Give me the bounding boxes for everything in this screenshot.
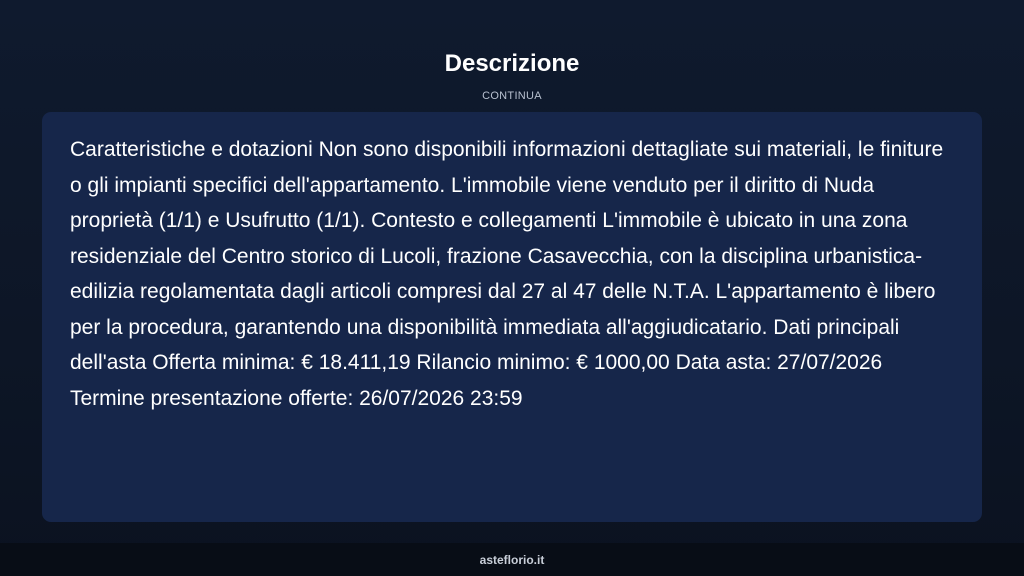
page-title: Descrizione — [444, 50, 580, 77]
continue-link[interactable]: CONTINUA — [482, 90, 542, 102]
description-card — [42, 112, 982, 522]
footer-site-name: asteflorio.it — [479, 553, 545, 567]
footer — [0, 543, 1024, 576]
description-text: Caratteristiche e dotazioni Non sono disponibili informazioni dettagliate sui materiali, le finiture o gli impianti specifici dell'appartamento. L'immobile viene venduto per il diritto di Nuda proprietà (1/1) e Usufrutto (1/1). Contesto e collegamenti L'immobile è ubicato in una zona residenziale del Centro storico di Lucoli, frazione Casavecchia, con la disciplina urbanistica-edilizia regolamentata dagli articoli compresi dal 27 al 47 delle N.T.A. L'appartamento è libero per la procedura, garantendo una disponibilità immediata all'aggiudicatario. Dati principali dell'asta Offerta minima: € 18.411,19 Rilancio minimo: € 1000,00 Data asta: 27/07/2026 Termine presentazione offerte: 26/07/2026 23:59 — [70, 138, 944, 410]
